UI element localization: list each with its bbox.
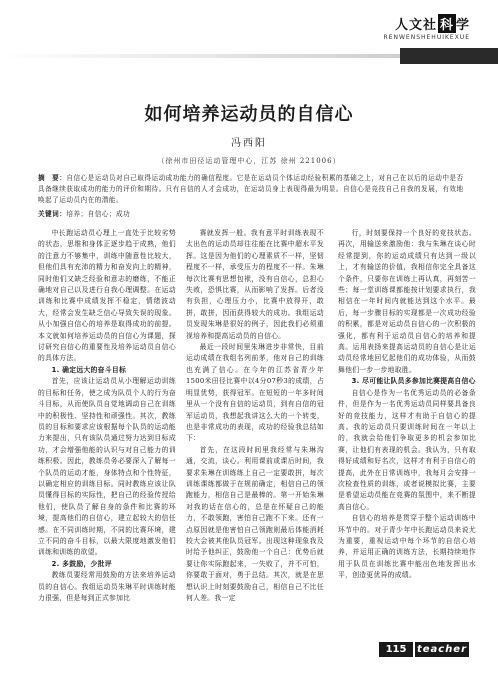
keywords-label: 关键词： [38,210,67,218]
keywords-text: 培养；自信心；成功 [66,210,131,218]
journal-logo: teacher [416,644,468,655]
paragraph: 首先，应该让运动员从小理解运动训练的目标和任务，使之成为队员个人的行为奋斗目标，从而使队员自觉地调动自己在训练中的积极性、坚持性和顽强性。其次，教练员的目标和要求应该根据每个队员的运动能力来提出，只有该队员通过努力达到目标成功，才会增强他能的认识与对自己能力的训练积极。因此，教练员务必要深入了解每一个队员的运动才能，身体特点和个性特征，以确定相应的训练目标。同时教练应该让队员懂得目标的实际性，把自己的经验传授给他们，使队员了解自身的条件和比赛的环境，提高他们的自信心，建立起较大的信任感。在不同训练时期，不同的比赛环境，建立不同的奋斗目标，以最大限度地激发他们训练和训练的欲望。 [38,377,176,557]
abstract-text: 自信心是运动员对自己取得运动成功能力的确信程度。它是在运动员个体运动经验积累的基础之上，对自己在以后的运动中是否具备继续获取成功的能力的评价和期待。只有自信的人才会成功，在运动员身上表现得最为明显。自信心是竞技自己自我的发展，有效地唤起了运动员内在的潜能。 [38,174,464,204]
section-heading: 3. 尽可能让队员多参加比赛提高自信心 [351,377,476,386]
brand-pinyin: RENWENSHEHUIKEXUE [383,34,470,41]
article-author: 冯西阳 [231,138,267,149]
journal-brand [384,14,470,41]
article-affiliation: （徐州市田径运动管理中心，江苏 徐州 221006） [157,157,341,165]
keywords [38,208,470,218]
brand-suffix: 学 [455,18,470,33]
body-column-3 [338,228,476,582]
header-dark-block [400,48,498,64]
paragraph: 赛就发挥一般。我有意平时训练表现不太出色的运动员却往往能在比赛中超水平发挥。这是因为他们的心理素质不一样，坚韧程度不一样，承受压力的程度不一样。朱琳每次比赛有思想包袱，没有自信心，总担心失败，恐惧比赛，从而影响了发挥。后者没有负担，心理压力小，比赛中放得开，敢拼，敢拼，因而获得较大的成功。我组运动员发现朱琳是很好的例子，因此我们必须重视培养和提高运动员的自信心。 [186,229,324,340]
page-number: 115 [379,642,413,657]
abstract [38,173,470,206]
section-heading: 2. 多鼓励，少批评 [51,559,112,568]
section-heading: 1. 确定远大的奋斗目标 [51,365,127,374]
brand-prefix: 人文社 [394,18,437,33]
body-column-1 [38,228,176,604]
paragraph: 教练员要经常用鼓励的方法来培养运动员的自信心。我组运动员朱琳平时训练时能力很强，但是每到正式参加比 [38,571,176,602]
paragraph: 中长跑运动员心理上一直处于比较劣势的状态，思维和身体正逐步趋于成熟，他们的注意力不够集中，训练中随意性比较大，但他们具有充沛的精力和奋发向上的精神，同时他们又缺乏经验和意志的磨练，不能正确地对自己以及进行自我心理调整。在运动训练和比赛中成绩发挥不稳定，情绪波动大，经常会发生缺乏信心导致失误的现象。从小加强自信心的培养是取得成功的前提。本文就如何培养运动员的自信心为课题，探讨研究自信心的重要性及培养运动员自信心的具体方法。 [38,229,176,363]
paragraph: 首先，在这段时间里我经常与朱琳沟通，交流，谈心。利用课前或课后时间，我要求朱琳在训练练上自己一定要敢拼，每次训练课练都做于在规前确定，相信自己的领跑能力，相信自己是最棒的。第一开始朱琳对我的话在信心的，总是在怀疑自己的能力，不敢领跑，害怕自己跑不下来。还有一点原因就是他害怕自己领跑则最后体能消耗较大会被其他队员冠军。出现这种现象我及时给予他纠正，鼓励他一个自己：优势后就要让你实际跑起来，一失败了，并不可怕，你要敢于面对，勇于总结。其次，就是在思想认识上时刻要鼓励自己，相信自己不比任何人差。我一定 [186,445,324,602]
paragraph: 最近一段时间里朱琳进步非常快，目前运动成绩在我组名列前茅，他对自己的训练也充满了信心。在今年的江苏省青少年1500米田径比赛中以4分07秒3的成绩，占明显优势，获得冠军。在短短的一年多时间里从一个没有自信的运动员，到有自信的冠军运动员，我想起我讲这么大的一个转变，也是非常成功的表现，成功的经验我总结如下： [186,343,324,443]
article-title: 如何培养运动员的自信心 [144,104,354,125]
paragraph: 行，时刻要保持一个良好的竞技状态。再次，用输送来激励他：我与朱琳在谈心时经常提到，你的运动成绩只有达到一级以上，才有输送的价值，我相信你完全具备这个条件，只要你在训练上再认真，再刻苦一些；每一堂训练课都能按计划要求执行，我相信在一年时间内就能达到这个水平。最后，每一步骤目标的实现都是一次成功经验的积累，都是对运动员自信心的一次积极的强化，都有利于运动员自信心的培养和提高。运用表扬来提高运动员的自信心是让运动员经常地回忆起他们的成功体验，从而鼓舞他们一步一步地取胜。 [338,229,476,374]
body-column-2 [186,228,324,604]
header-gradient-line [0,54,400,58]
brand-boxed-char: 科 [438,14,456,33]
paragraph: 自信心的培养是贯穿于整个运动训练中环节中的。对于青少年中长跑运动员来说尤为重要，重视运动中每个环节的自信心培养，并运用正确的训练方法，长期持续地作用于队员在训练比赛中能出色地发挥出水平，创造更优异的成绩。 [338,514,476,580]
brand-title [384,14,470,33]
paragraph: 自信心是作为一名优秀运动员的必备条件，但是作为一名优秀运动员同样要具备良好的竞技能力，这样才有助于自信心的提高。我的运动员只要训练时间在一年以上的，我就会给他们争取更多的机会参加比赛，让他们有表现的机会。我认为，只有取得好成绩和好名次，这样才有利于自信心的提高，此外在日常训练中，我每月会安排一次检查性质的训练，或者说模拟比赛，主要是希望运动员能在竞赛的氛围中，来不断提高自信心。 [338,388,476,511]
abstract-label: 摘 要： [38,174,67,182]
header-decor-bar [0,48,498,64]
